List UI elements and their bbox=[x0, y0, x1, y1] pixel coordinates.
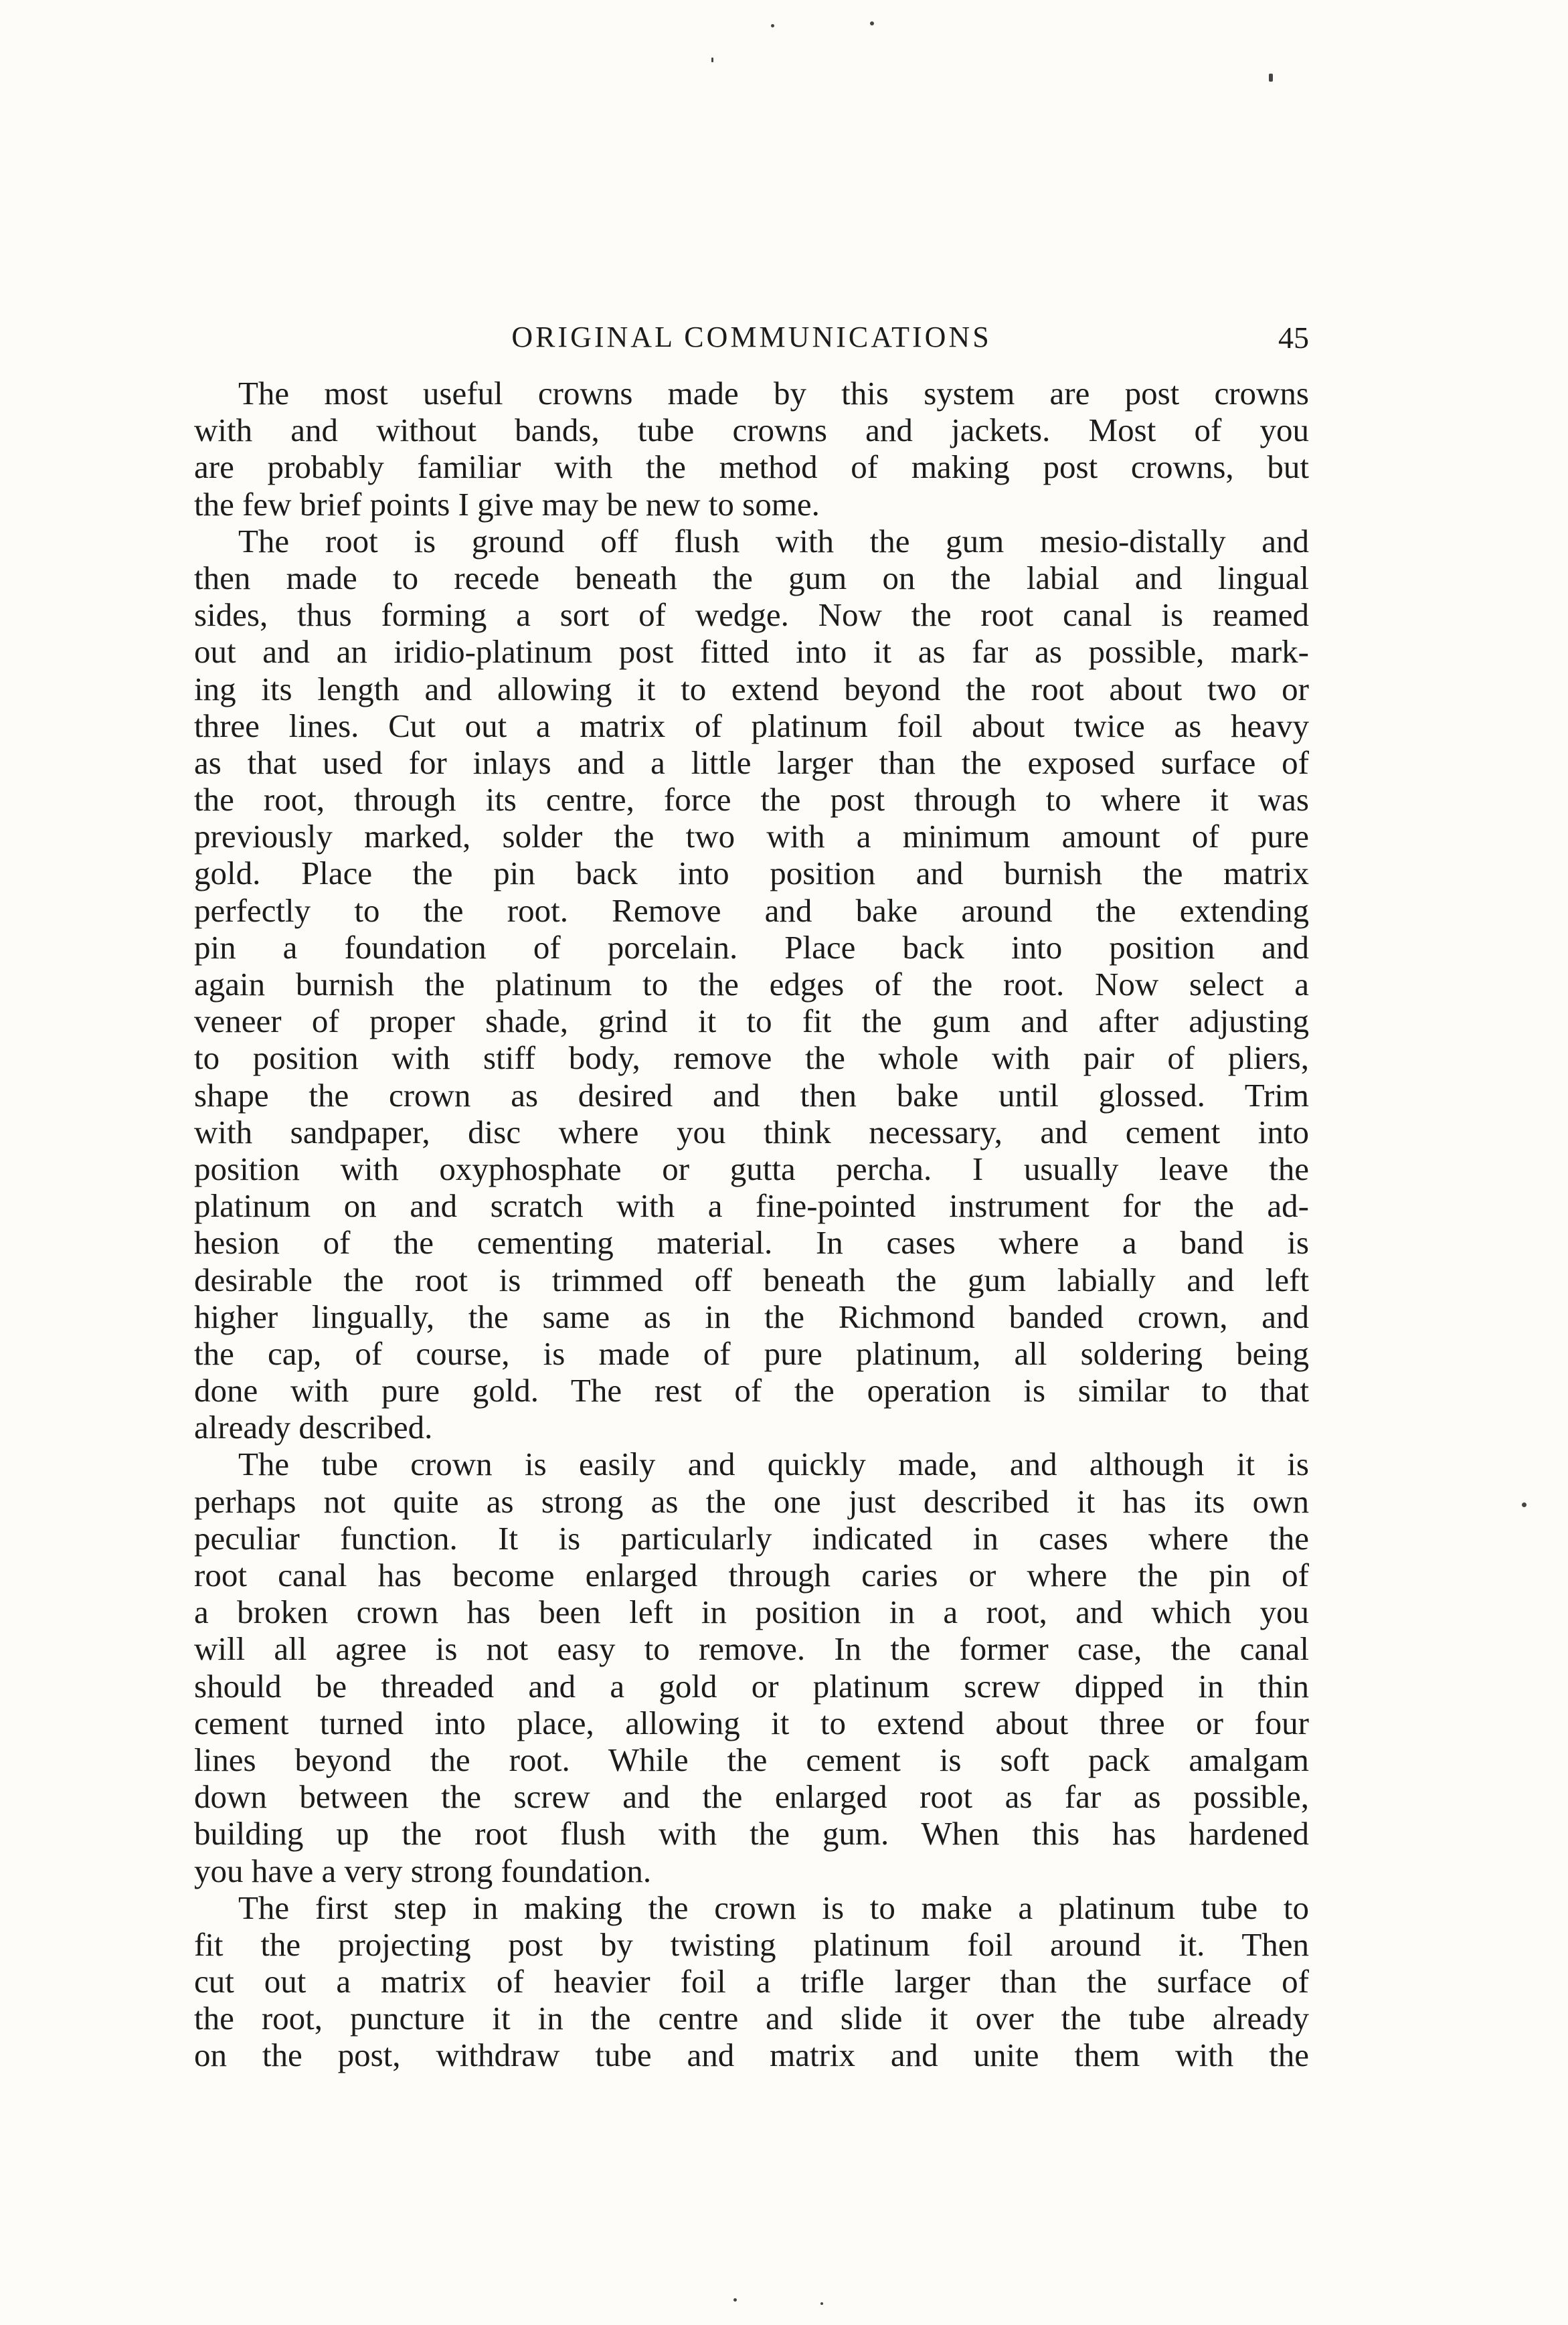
text-line: again burnish the platinum to the edges of the root. Now select a bbox=[194, 966, 1309, 1003]
text-line: peculiar function. It is particularly indicated in cases where the bbox=[194, 1519, 1309, 1557]
text-line: lines beyond the root. While the cement is soft pack amalgam bbox=[194, 1741, 1309, 1778]
text-line: should be threaded and a gold or platinum screw dipped in thin bbox=[194, 1667, 1309, 1705]
text-line: done with pure gold. The rest of the operation is similar to that bbox=[194, 1372, 1309, 1409]
text-line: shape the crown as desired and then bake until glossed. Trim bbox=[194, 1076, 1309, 1114]
text-line: cement turned into place, allowing it to extend about three or four bbox=[194, 1704, 1309, 1741]
text-line: The tube crown is easily and quickly made, and although it is bbox=[238, 1446, 1309, 1483]
text-line: sides, thus forming a sort of wedge. Now the root canal is reamed bbox=[194, 596, 1309, 634]
scan-speck bbox=[1269, 74, 1273, 82]
text-line: higher lingually, the same as in the Richmond banded crown, and bbox=[194, 1298, 1309, 1335]
text-line: as that used for inlays and a little larger than the exposed surface of bbox=[194, 744, 1309, 781]
text-line: root canal has become enlarged through caries or where the pin of bbox=[194, 1557, 1309, 1594]
text-line: building up the root flush with the gum. When this has hardened bbox=[194, 1815, 1309, 1853]
text-line: veneer of proper shade, grind it to fit the gum and after adjusting bbox=[194, 1003, 1309, 1040]
scan-speck bbox=[820, 2302, 823, 2305]
text-line: fit the projecting post by twisting platinum foil around it. Then bbox=[194, 1925, 1309, 1963]
article-body bbox=[194, 375, 1309, 2074]
text-line: are probably familiar with the method of making post crowns, but bbox=[194, 448, 1309, 486]
text-line: a broken crown has been left in position in a root, and which you bbox=[194, 1594, 1309, 1631]
scan-speck bbox=[771, 24, 774, 27]
text-line: with sandpaper, disc where you think necessary, and cement into bbox=[194, 1113, 1309, 1150]
text-line: perfectly to the root. Remove and bake around the extending bbox=[194, 891, 1309, 929]
text-line: pin a foundation of porcelain. Place back into position and bbox=[194, 928, 1309, 966]
scan-speck bbox=[733, 2298, 737, 2302]
text-line: out and an iridio-platinum post fitted into it as far as possible, mark- bbox=[194, 633, 1309, 671]
text-line: ing its length and allowing it to extend beyond the root about two or bbox=[194, 670, 1309, 707]
text-line: down between the screw and the enlarged root as far as possible, bbox=[194, 1778, 1309, 1816]
text-line: position with oxyphosphate or gutta percha. I usually leave the bbox=[194, 1150, 1309, 1187]
text-line: the root, through its centre, force the post through to where it was bbox=[194, 781, 1309, 819]
text-line: hesion of the cementing material. In cases where a band is bbox=[194, 1224, 1309, 1262]
text-line: you have a very strong foundation. bbox=[194, 1852, 652, 1889]
text-line: previously marked, solder the two with a minimum amount of pure bbox=[194, 818, 1309, 855]
text-line: already described. bbox=[194, 1409, 433, 1446]
text-line: The first step in making the crown is to make a platinum tube to bbox=[238, 1889, 1309, 1926]
text-line: on the post, withdraw tube and matrix and unite them with the bbox=[194, 2037, 1309, 2074]
scan-speck bbox=[711, 58, 713, 62]
text-line: the few brief points I give may be new to some. bbox=[194, 485, 820, 523]
text-line: with and without bands, tube crowns and jackets. Most of you bbox=[194, 412, 1309, 449]
text-line: The root is ground off flush with the gum mesio-distally and bbox=[238, 522, 1309, 559]
text-line: the root, puncture it in the centre and slide it over the tube already bbox=[194, 2000, 1309, 2037]
text-line: The most useful crowns made by this system are post crowns bbox=[238, 375, 1309, 412]
text-line: gold. Place the pin back into position and burnish the matrix bbox=[194, 855, 1309, 892]
scan-speck bbox=[1522, 1502, 1527, 1507]
text-line: then made to recede beneath the gum on the labial and lingual bbox=[194, 559, 1309, 596]
text-line: the cap, of course, is made of pure platinum, all soldering being bbox=[194, 1334, 1309, 1372]
text-line: platinum on and scratch with a fine-pointed instrument for the ad- bbox=[194, 1187, 1309, 1225]
text-line: cut out a matrix of heavier foil a trifle larger than the surface of bbox=[194, 1963, 1309, 2000]
text-line: perhaps not quite as strong as the one just described it has its own bbox=[194, 1482, 1309, 1520]
text-line: desirable the root is trimmed off beneath the gum labially and left bbox=[194, 1261, 1309, 1298]
text-line: to position with stiff body, remove the whole with pair of pliers, bbox=[194, 1039, 1309, 1077]
text-line: will all agree is not easy to remove. In the former case, the canal bbox=[194, 1630, 1309, 1668]
page-number: 45 bbox=[1278, 321, 1309, 355]
running-header bbox=[194, 320, 1309, 367]
scan-speck bbox=[870, 21, 874, 25]
running-title: ORIGINAL COMMUNICATIONS bbox=[511, 321, 992, 353]
text-line: three lines. Cut out a matrix of platinum foil about twice as heavy bbox=[194, 707, 1309, 744]
